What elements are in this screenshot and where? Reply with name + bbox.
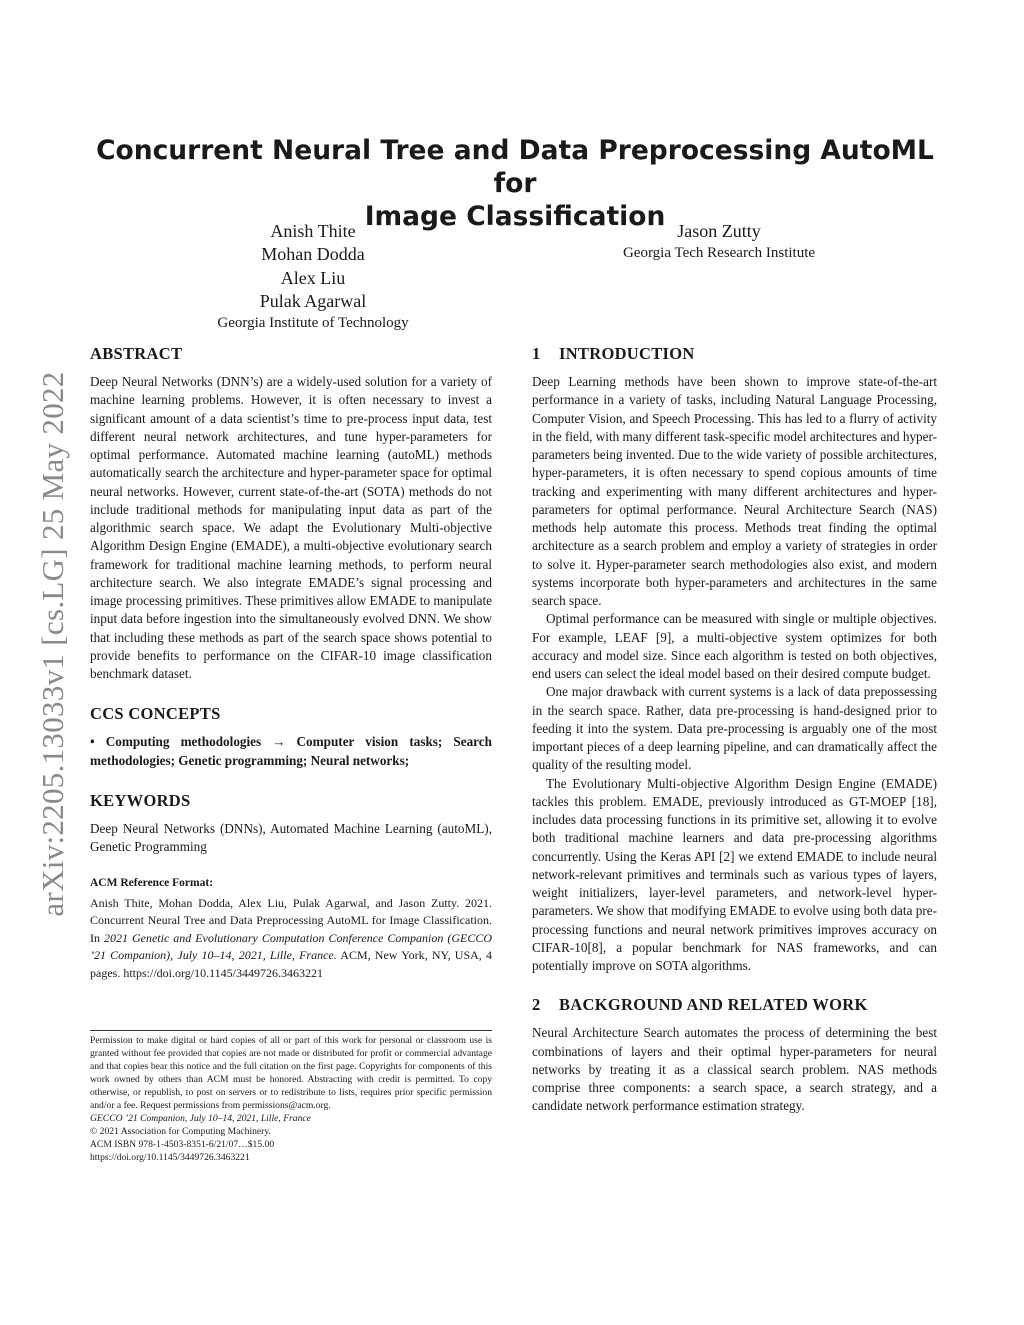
intro-paragraph: Optimal performance can be measured with single or multiple objectives. For example, LEAF [9], a multi-objective system optimizes for both accuracy and model size. Since each algorithm is tested on both objectives, end users can select the ideal model based on their desired compute budget. (532, 611, 937, 681)
author-block-right (560, 220, 878, 263)
section-number: 1 (532, 344, 541, 363)
reference-venue: 2021 Genetic and Evolutionary Computation Conference Companion (GECCO ’21 Companion), July 10–14, 2021, Lille, France. (90, 930, 492, 962)
author-block-left (157, 220, 469, 333)
footnote-doi: https://doi.org/10.1145/3449726.3463221 (90, 1152, 250, 1163)
intro-paragraph: One major drawback with current systems is a lack of data prepossessing in the search space. Rather, data pre-processing is hand-designed prior to feeding it into the system. Data pre-processing is arguably one of the most important pieces of a deep learning pipeline, and can dramatically affect the quality of the resulting model. (532, 684, 937, 773)
right-column (532, 343, 937, 1116)
introduction-heading (532, 343, 937, 365)
paper-title (90, 134, 940, 233)
ccs-text: • Computing methodologies → Computer vision tasks; Search methodologies; Genetic programming; Neural networks; (90, 734, 492, 768)
author-affiliation: Georgia Institute of Technology (217, 315, 409, 332)
acm-reference-text (90, 895, 492, 983)
author-affiliation: Georgia Tech Research Institute (622, 245, 816, 262)
author-name: Pulak Agarwal (259, 290, 367, 311)
footnote-copyright: © 2021 Association for Computing Machinery. (90, 1126, 271, 1137)
section-number: 2 (532, 995, 541, 1015)
footnote-isbn: ACM ISBN 978-1-4503-8351-6/21/07…$15.00 (90, 1139, 275, 1150)
keywords-text: Deep Neural Networks (DNNs), Automated Machine Learning (autoML), Genetic Programming (90, 820, 492, 854)
keywords-heading: KEYWORDS (90, 790, 191, 810)
intro-paragraph: The Evolutionary Multi-objective Algorithm Design Engine (EMADE) tackles this problem. EMADE, previously introduced as GT-MOEP [18], includes data processing functions in its primitive set, allowing it to evolve both traditional machine learners and data pre-processing algorithms concurrently. Using the Keras API [2] we extend EMADE to include neural network-relevant primitives and terminals such as various types of layers, weight initializers, layer-level parameters, and network-level hyper-parameters. We show that modifying EMADE to evolve using both data pre-processing functions and neural network primitives improves accuracy on CIFAR-10[8], a popular benchmark for NAS frameworks, and can potentially improve on SOTA algorithms. (532, 775, 937, 973)
permission-footnote (90, 1030, 492, 1164)
arxiv-identifier (28, 346, 78, 941)
background-heading (532, 994, 937, 1016)
intro-paragraph: Deep Learning methods have been shown to improve state-of-the-art performance in a variety of tasks, including Natural Language Processing, Computer Vision, and Speech Processing. This has led to a flurry of activity in the field, with many different task-specific model architectures and hyper-parameters being invented. Due to the wide variety of possible architectures, hyper-parameters, it is often necessary to spend copious amounts of time tracking and experimenting with many different architectures and hyper-parameters for optimal performance. Neural Architecture Search (NAS) methods help automate this process. Methods treat finding the optimal architecture as a search problem and employ a variety of strategies in order to solve it. Hyper-parameter search methodologies also exist, and modern systems incorporate both hyper-parameters and architectures in the same search space. (532, 374, 937, 608)
reference-authors: Anish Thite, Mohan Dodda, Alex Liu, Pulak Agarwal, and Jason Zutty. 2021. Concurrent Neural Tree and Data Preprocessing AutoML for Image Classification. In (90, 895, 492, 945)
footnote-conference: GECCO ’21 Companion, July 10–14, 2021, Lille, France (90, 1113, 311, 1124)
title-line-2: Image Classification (364, 201, 666, 232)
author-name: Jason Zutty (677, 221, 761, 241)
title-line-1: Concurrent Neural Tree and Data Preprocessing AutoML for (96, 135, 934, 199)
permission-text: Permission to make digital or hard copies of all or part of this work for personal or classroom use is granted without fee provided that copies are not made or distributed for profit or commercial advantage and that copies bear this notice and the full citation on the first page. Copyrights for components of this work owned by others than ACM must be honored. Abstracting with credit is permitted. To copy otherwise, or republish, to post on servers or to redistribute to lists, requires prior specific permission and/or a fee. Request permissions from permissions@acm.org. (90, 1035, 492, 1111)
abstract-heading: ABSTRACT (90, 344, 183, 363)
left-column (90, 343, 492, 982)
reference-tail: ACM, New York, NY, USA, 4 pages. https://doi.org/10.1145/3449726.3463221 (90, 948, 492, 980)
background-paragraph: Neural Architecture Search automates the process of determining the best combinations of layers and their optimal hyper-parameters for neural networks by treating it as a classical search problem. NAS methods comprise three components: a search space, a search strategy, and a candidate network performance estimation strategy. (532, 1025, 937, 1114)
ccs-heading: CCS CONCEPTS (90, 704, 221, 724)
author-name: Mohan Dodda (261, 244, 365, 265)
author-name: Anish Thite (270, 221, 356, 241)
acm-reference-heading: ACM Reference Format: (90, 877, 214, 890)
abstract-text: Deep Neural Networks (DNN’s) are a widely-used solution for a variety of machine learning problems. However, it is often necessary to invest a significant amount of a data scientist’s time to pre-process input data, test different neural network architectures, and tune hyper-parameters for optimal performance. Automated machine learning (autoML) methods automatically search the architecture and hyper-parameter space for optimal neural networks. However, current state-of-the-art (SOTA) methods do not include traditional methods for manipulating input data as part of the algorithmic search space. We adapt the Evolutionary Multi-objective Algorithm Design Engine (EMADE), a multi-objective evolutionary search framework for traditional machine learning methods, to perform neural architecture search. We also integrate EMADE’s signal processing and image processing primitives. These primitives allow EMADE to manipulate input data before ingestion into the simultaneously evolved DNN. We show that including these methods as part of the search space shows potential to provide benefits to performance on the CIFAR-10 image classification benchmark dataset. (90, 374, 492, 681)
author-name: Alex Liu (280, 267, 346, 288)
acm-reference (90, 874, 492, 982)
section-title: INTRODUCTION (559, 344, 695, 363)
section-title: BACKGROUND AND RELATED WORK (559, 995, 868, 1015)
arxiv-id-text: arXiv:2205.13033v1 [cs.LG] 25 May 2022 (35, 370, 70, 917)
